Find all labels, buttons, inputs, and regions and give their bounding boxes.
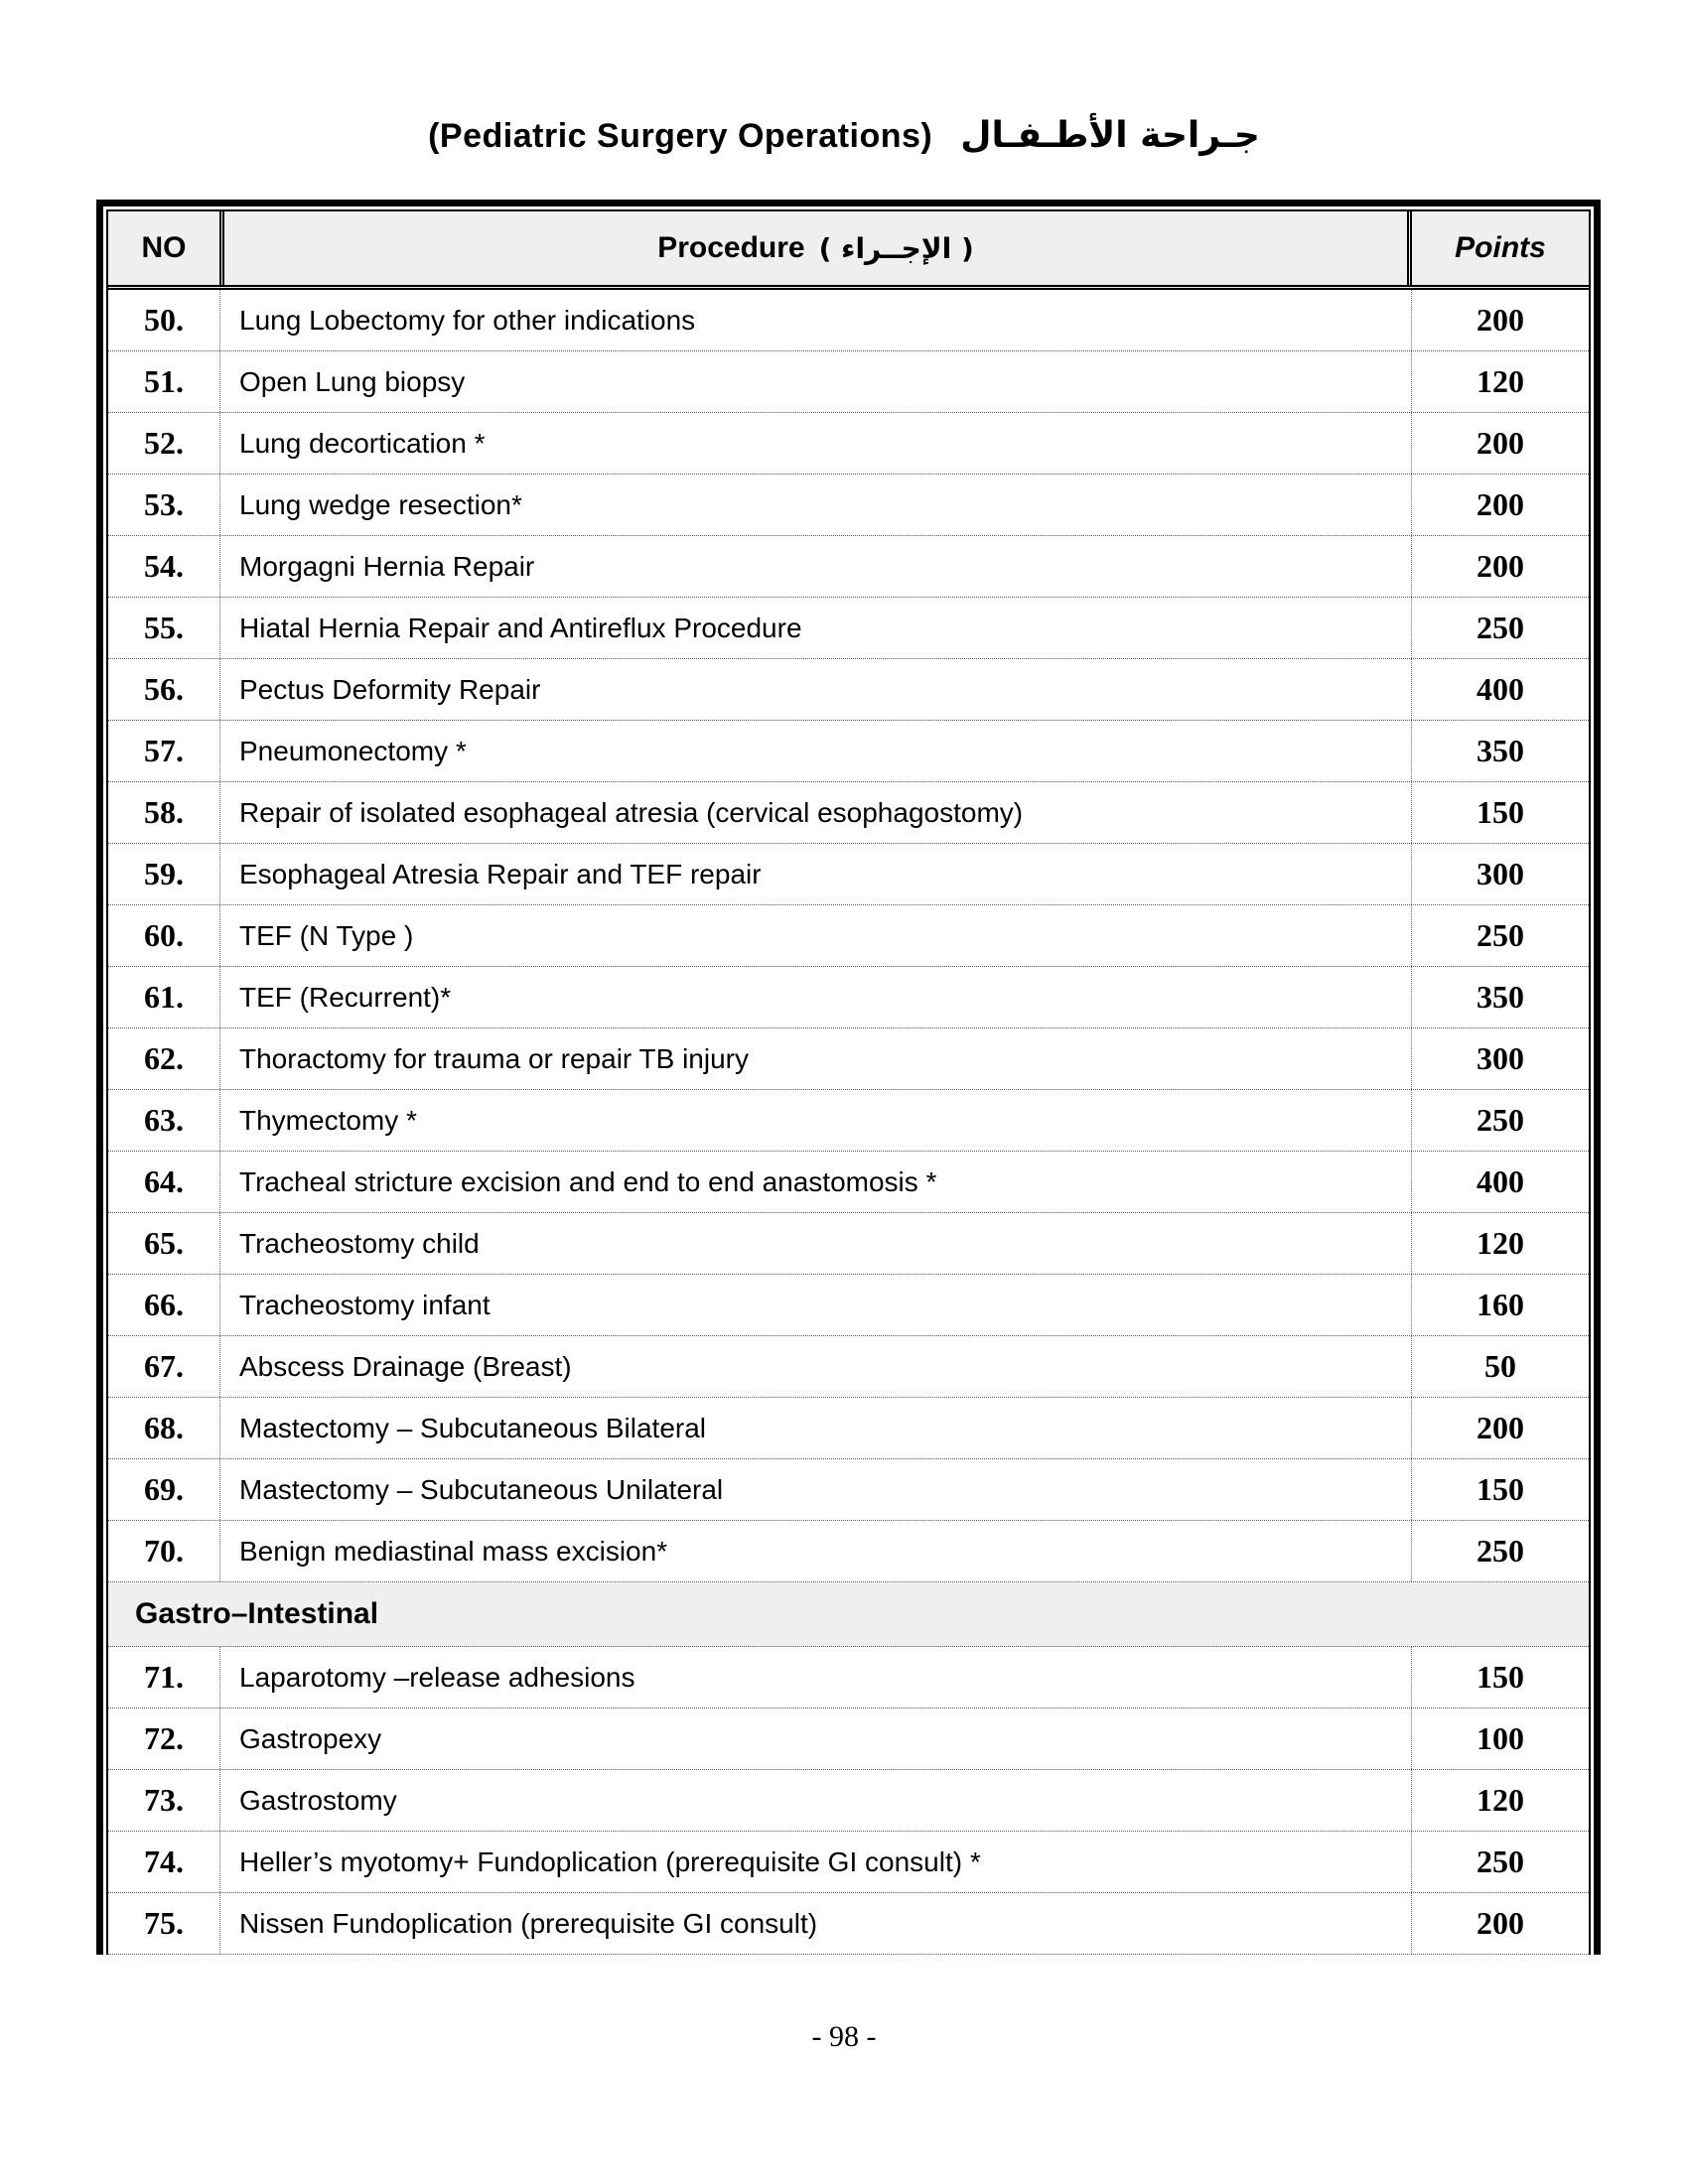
procedure-name: Repair of isolated esophageal atresia (cervical esophagostomy)	[220, 782, 1412, 843]
column-header-procedure	[219, 211, 1412, 285]
table-row	[108, 782, 1589, 844]
page-title	[0, 0, 1688, 156]
procedure-name: Thymectomy *	[220, 1090, 1412, 1151]
column-header-procedure-ar: ( الإجــراء )	[818, 231, 974, 265]
table-row	[108, 1647, 1589, 1708]
procedure-name: Tracheal stricture excision and end to end anastomosis *	[220, 1152, 1412, 1212]
table-row	[108, 1708, 1589, 1770]
points-value: 250	[1477, 610, 1524, 645]
row-number: 51.	[108, 351, 220, 412]
table-body	[108, 290, 1589, 1955]
row-number: 52.	[108, 413, 220, 474]
row-number: 59.	[108, 844, 220, 904]
table-row	[108, 659, 1589, 721]
points-value: 200	[1477, 1410, 1524, 1445]
procedure-name: Esophageal Atresia Repair and TEF repair	[220, 844, 1412, 904]
procedure-name: Gastropexy	[220, 1708, 1412, 1769]
points-value: 250	[1477, 1102, 1524, 1138]
section-row	[108, 1582, 1589, 1647]
row-number: 65.	[108, 1213, 220, 1274]
table-row	[108, 1521, 1589, 1582]
row-number: 58.	[108, 782, 220, 843]
procedure-name: Abscess Drainage (Breast)	[220, 1336, 1412, 1397]
row-number: 70.	[108, 1521, 220, 1581]
procedure-name: TEF (Recurrent)*	[220, 967, 1412, 1027]
row-number: 57.	[108, 721, 220, 781]
table-row	[108, 598, 1589, 659]
row-number: 56.	[108, 659, 220, 720]
points-value: 350	[1477, 979, 1524, 1015]
table-header-row	[108, 211, 1589, 290]
column-header-procedure-en: Procedure	[657, 231, 805, 264]
points-value: 400	[1477, 1163, 1524, 1199]
procedure-name: Morgagni Hernia Repair	[220, 536, 1412, 597]
points-value: 200	[1477, 548, 1524, 584]
points-value: 120	[1477, 1782, 1524, 1818]
row-number: 53.	[108, 475, 220, 535]
points-value: 120	[1477, 1225, 1524, 1261]
procedure-name: Tracheostomy infant	[220, 1275, 1412, 1335]
table-row	[108, 1832, 1589, 1893]
points-value: 100	[1477, 1720, 1524, 1756]
table-row	[108, 1028, 1589, 1090]
table-row	[108, 536, 1589, 598]
table-row	[108, 905, 1589, 967]
column-header-no: NO	[141, 231, 187, 264]
row-number: 73.	[108, 1770, 220, 1831]
row-number: 69.	[108, 1459, 220, 1520]
table-row	[108, 721, 1589, 782]
procedure-name: Open Lung biopsy	[220, 351, 1412, 412]
procedure-name: Gastrostomy	[220, 1770, 1412, 1831]
row-number: 66.	[108, 1275, 220, 1335]
procedures-table-inner	[106, 209, 1591, 1955]
procedure-name: Heller’s myotomy+ Fundoplication (prerequisite GI consult) *	[220, 1832, 1412, 1892]
points-value: 350	[1477, 733, 1524, 768]
table-row	[108, 1152, 1589, 1213]
row-number: 54.	[108, 536, 220, 597]
procedure-name: Lung Lobectomy for other indications	[220, 290, 1412, 350]
procedure-name: Mastectomy – Subcutaneous Bilateral	[220, 1398, 1412, 1458]
procedure-name: Pectus Deformity Repair	[220, 659, 1412, 720]
row-number: 75.	[108, 1893, 220, 1954]
row-number: 71.	[108, 1647, 220, 1707]
row-number: 63.	[108, 1090, 220, 1151]
section-label: Gastro–Intestinal	[135, 1597, 379, 1630]
row-number: 64.	[108, 1152, 220, 1212]
row-number: 62.	[108, 1028, 220, 1089]
points-value: 160	[1477, 1287, 1524, 1322]
points-value: 50	[1484, 1348, 1516, 1384]
row-number: 55.	[108, 598, 220, 658]
row-number: 60.	[108, 905, 220, 966]
table-row	[108, 844, 1589, 905]
points-value: 300	[1477, 1040, 1524, 1076]
table-row	[108, 1770, 1589, 1832]
column-header-points: Points	[1455, 231, 1546, 264]
page-number: - 98 -	[811, 2020, 877, 2053]
procedure-name: TEF (N Type )	[220, 905, 1412, 966]
points-value: 200	[1477, 1905, 1524, 1941]
procedure-name: Laparotomy –release adhesions	[220, 1647, 1412, 1707]
points-value: 250	[1477, 917, 1524, 953]
row-number: 50.	[108, 290, 220, 350]
table-row	[108, 1336, 1589, 1398]
row-number: 68.	[108, 1398, 220, 1458]
table-row	[108, 1459, 1589, 1521]
points-value: 120	[1477, 363, 1524, 399]
table-row	[108, 1275, 1589, 1336]
table-row	[108, 475, 1589, 536]
table-row	[108, 351, 1589, 413]
row-number: 72.	[108, 1708, 220, 1769]
table-row	[108, 290, 1589, 351]
points-value: 200	[1477, 302, 1524, 338]
procedure-name: Tracheostomy child	[220, 1213, 1412, 1274]
points-value: 150	[1477, 1659, 1524, 1695]
procedure-name: Mastectomy – Subcutaneous Unilateral	[220, 1459, 1412, 1520]
points-value: 400	[1477, 671, 1524, 707]
procedure-name: Pneumonectomy *	[220, 721, 1412, 781]
procedure-name: Thoractomy for trauma or repair TB injury	[220, 1028, 1412, 1089]
table-row	[108, 1090, 1589, 1152]
procedure-name: Nissen Fundoplication (prerequisite GI consult)	[220, 1893, 1412, 1954]
points-value: 250	[1477, 1533, 1524, 1569]
procedures-table	[96, 200, 1601, 1955]
table-row	[108, 413, 1589, 475]
procedure-name: Hiatal Hernia Repair and Antireflux Procedure	[220, 598, 1412, 658]
procedure-name: Lung decortication *	[220, 413, 1412, 474]
table-row	[108, 1893, 1589, 1955]
title-arabic: جـراحة الأطـفـال	[960, 115, 1260, 156]
row-number: 61.	[108, 967, 220, 1027]
points-value: 150	[1477, 1471, 1524, 1507]
row-number: 74.	[108, 1832, 220, 1892]
points-value: 200	[1477, 486, 1524, 522]
table-row	[108, 1398, 1589, 1459]
points-value: 300	[1477, 856, 1524, 891]
table-row	[108, 1213, 1589, 1275]
row-number: 67.	[108, 1336, 220, 1397]
points-value: 200	[1477, 425, 1524, 461]
procedure-name: Benign mediastinal mass excision*	[220, 1521, 1412, 1581]
points-value: 250	[1477, 1843, 1524, 1879]
points-value: 150	[1477, 794, 1524, 830]
title-english: (Pediatric Surgery Operations)	[428, 117, 933, 155]
table-row	[108, 967, 1589, 1028]
procedure-name: Lung wedge resection*	[220, 475, 1412, 535]
